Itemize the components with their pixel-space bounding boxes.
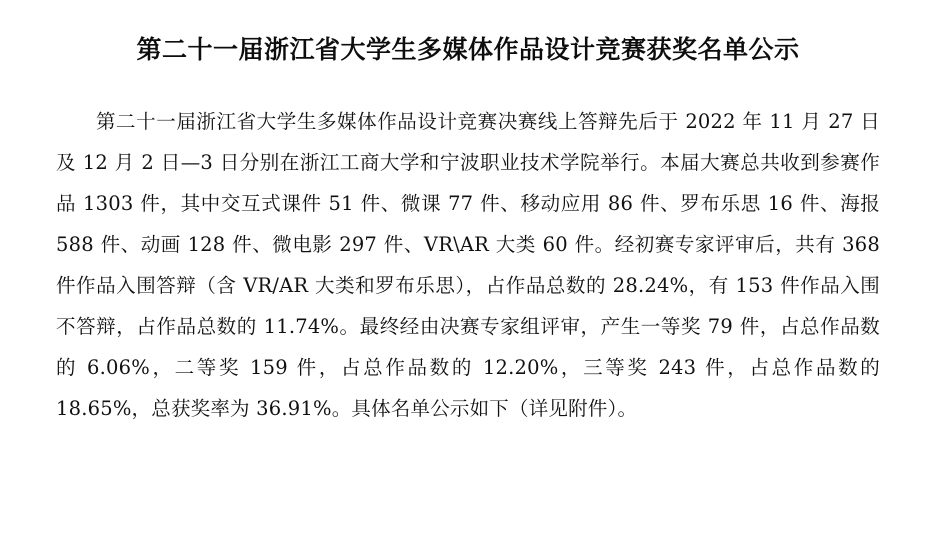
document-body (0, 67, 936, 429)
page-title: 第二十一届浙江省大学生多媒体作品设计竞赛获奖名单公示 (136, 35, 800, 64)
body-paragraph: 第二十一届浙江省大学生多媒体作品设计竞赛决赛线上答辩先后于 2022 年 11 月 27 日及 12 月 2 日—3 日分别在浙江工商大学和宁波职业技术学院举行。本届大赛总共收到参赛作品 1303 件，其中交互式课件 51 件、微课 77 件、移动应用 86 件、罗布乐思 16 件、海报 588 件、动画 128 件、微电影 297 件、VR\AR 大类 60 件。经初赛专家评审后，共有 368 件作品入围答辩（含 VR/AR 大类和罗布乐思），占作品总数的 28.24%，有 153 件作品入围不答辩，占作品总数的 11.74%。最终经由决赛专家组评审，产生一等奖 79 件，占总作品数的 6.06%，二等奖 159 件，占总作品数的 12.20%，三等奖 243 件，占总作品数的 18.65%，总获奖率为 36.91%。具体名单公示如下（详见附件）。 (56, 109, 880, 420)
